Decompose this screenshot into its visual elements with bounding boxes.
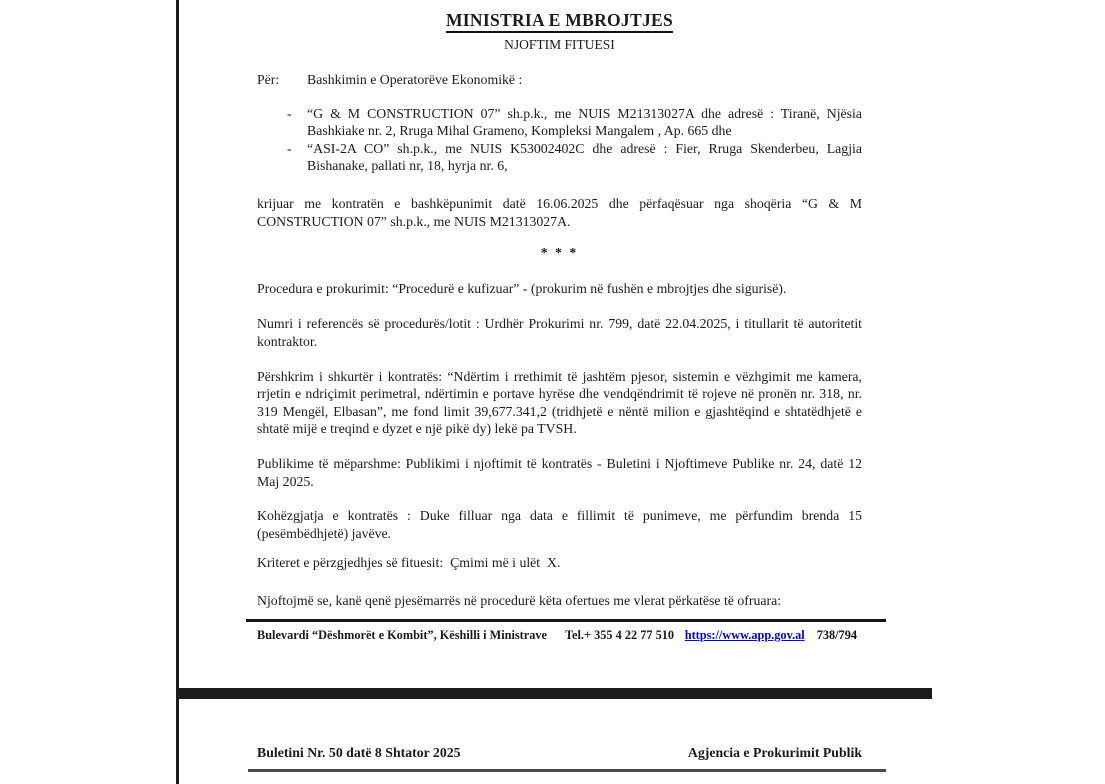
page-footer [257, 628, 857, 643]
bullet-dash: - [287, 105, 292, 121]
page-left-border [176, 0, 179, 784]
paragraph-publikime: Publikime të mëparshme: Publikimi i njoftimit të kontratës - Buletini i Njoftimeve Publike nr. 24, datë 12 Maj 2025. [257, 455, 862, 489]
footer-page-number: 738/794 [816, 628, 857, 642]
footer-link[interactable]: https://www.app.gov.al [684, 628, 805, 642]
next-page-header [257, 745, 862, 761]
page-subtitle: NJOFTIM FITUESI [504, 37, 615, 52]
list-item [257, 105, 862, 140]
page-break-bar [177, 688, 932, 699]
paragraph-krijuar: krijuar me kontratën e bashkëpunimit datë 16.06.2025 dhe përfaqësuar nga shoqëria “G & M CONSTRUCTION 07” sh.p.k., me NUIS M21313027A. [257, 195, 862, 229]
bulletin-title: Buletini Nr. 50 datë 8 Shtator 2025 [257, 745, 461, 760]
operators-list [257, 105, 862, 175]
title-row [257, 10, 862, 33]
paragraph-numri: Numri i referencës së procedurës/lotit : Urdhër Prokurimi nr. 799, datë 22.04.2025, i titullarit të autoritetit kontraktor. [257, 316, 862, 349]
page-title: MINISTRIA E MBROJTJES [446, 10, 673, 33]
list-item [257, 140, 862, 175]
notice-body [257, 10, 862, 609]
footer-divider [246, 619, 886, 622]
section-separator: * * * [540, 245, 579, 261]
operator-1-text: “G & M CONSTRUCTION 07” sh.p.k., me NUIS M21313027A dhe adresë : Tiranë, Njësia Bashkiake nr. 2, Rruga Mihal Grameno, Kompleksi Mangalem , Ap. 665 dhe [307, 105, 862, 139]
footer-address: Bulevardi “Dëshmorët e Kombit”, Këshilli i Ministrave [257, 628, 547, 642]
recipient-label: Për: [257, 72, 280, 87]
bullet-dash: - [287, 140, 292, 156]
recipient-text: Bashkimin e Operatorëve Ekonomikë : [307, 72, 523, 87]
recipient-row [257, 71, 862, 89]
next-page-divider [248, 769, 886, 772]
operator-2-text: “ASI-2A CO” sh.p.k., me NUIS K53002402C dhe adresë : Fier, Rruga Skenderbeu, Lagjia Bishanake, pallati nr, 18, hyrja nr. 6, [307, 140, 862, 174]
paragraph-kriteret: Kriteret e përzgjedhjes së fituesit: Çmimi më i ulët X. [257, 555, 561, 571]
paragraph-procedura: Procedura e prokurimit: “Procedurë e kufizuar” - (prokurim në fushën e mbrojtjes dhe sigurisë). [257, 280, 787, 296]
footer-phone: Tel.+ 355 4 22 77 510 [564, 628, 675, 642]
paragraph-njoftojme: Njoftojmë se, kanë qenë pjesëmarrës në procedurë këta ofertues me vlerat përkatëse të ofruara: [257, 592, 782, 608]
paragraph-kohezgjatja: Kohëzgjatja e kontratës : Duke filluar nga data e fillimit të punimeve, me përfundim brenda 15 (pesëmbëdhjetë) javëve. [257, 508, 862, 541]
agency-name: Agjencia e Prokurimit Publik [687, 745, 862, 760]
paragraph-pershkrim: Përshkrim i shkurtër i kontratës: “Ndërtim i rrethimit të jashtëm pjesor, sistemin e vëzhgimit me kamera, rrjetin e ndriçimit perimetral, ndërtimin e portave hyrëse dhe vendqëndrimit të rojeve në pronën nr. 318, nr. 319 Mengël, Elbasan”, me fond limit 39,677.341,2 (tridhjetë e nëntë milion e gjashtëqind e shtatëdhjetë e shtatë mijë e treqind e dyzet e një pikë dy) lekë pa TVSH. [257, 368, 862, 437]
